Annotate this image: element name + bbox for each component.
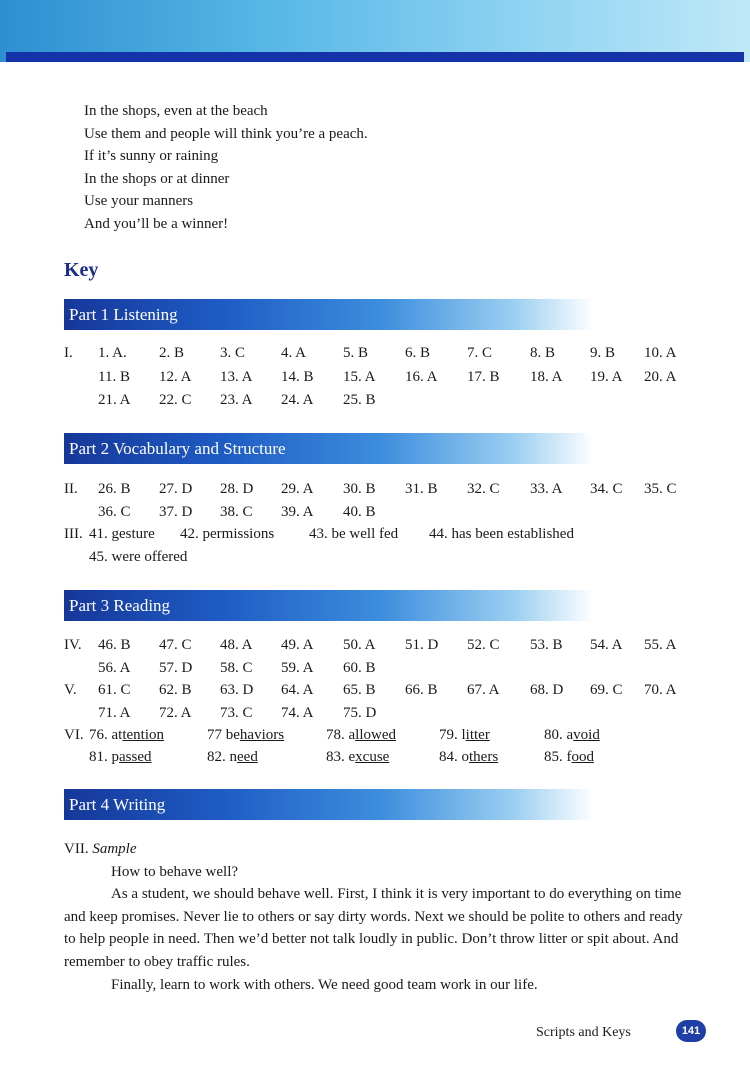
given-letters: be: [225, 727, 240, 743]
answer-item: [326, 727, 396, 744]
answer-item: 6. B: [405, 345, 431, 361]
given-letters: p: [111, 749, 119, 765]
answer-item: 22. C: [159, 392, 192, 408]
poem-line: If it’s sunny or raining: [84, 148, 219, 165]
answer-item: 66. B: [405, 682, 438, 698]
answer-item: 4. A: [281, 345, 307, 361]
roman-numeral: V.: [64, 682, 77, 698]
part-1-header: Part 1 Listening: [64, 299, 594, 330]
answer-number: 76.: [89, 727, 112, 743]
roman-numeral: I.: [64, 345, 73, 361]
answer-word: eed: [237, 749, 258, 765]
answer-item: 51. D: [405, 637, 439, 653]
essay-title: How to behave well?: [111, 863, 239, 880]
answer-row: [64, 637, 694, 660]
given-letters: a: [348, 727, 356, 743]
sample-label: Sample: [92, 841, 137, 857]
given-letters: e: [348, 749, 356, 765]
answer-number: 81.: [89, 749, 112, 765]
top-banner: [0, 0, 750, 62]
answer-item: 49. A: [281, 637, 314, 653]
footer-text: Scripts and Keys: [536, 1025, 631, 1040]
answer-item: 37. D: [159, 504, 193, 520]
answer-item: 3. C: [220, 345, 246, 361]
answer-item: 75. D: [343, 705, 377, 721]
answer-row: [64, 345, 694, 368]
answer-item: 18. A: [530, 369, 563, 385]
answer-row: [64, 504, 694, 527]
answer-item: 61. C: [98, 682, 131, 698]
answer-item: 35. C: [644, 481, 677, 497]
answer-item: [439, 749, 498, 766]
answer-item: 46. B: [98, 637, 131, 653]
answer-word: itter: [465, 727, 490, 743]
given-letters: o: [461, 749, 469, 765]
answer-item: 25. B: [343, 392, 376, 408]
answer-item: 26. B: [98, 481, 131, 497]
answer-item: 15. A: [343, 369, 376, 385]
answer-item: 52. C: [467, 637, 500, 653]
answer-item: 24. A: [281, 392, 314, 408]
given-letters: l: [461, 727, 466, 743]
answer-item: 5. B: [343, 345, 369, 361]
answer-item: 17. B: [467, 369, 500, 385]
answer-row: [64, 682, 694, 705]
answer-item: 34. C: [590, 481, 623, 497]
answer-item: [544, 749, 594, 766]
answer-item: 11. B: [98, 369, 130, 385]
answer-item: 23. A: [220, 392, 253, 408]
poem: [84, 100, 368, 236]
part-3-header: Part 3 Reading: [64, 590, 594, 621]
answer-item: 32. C: [467, 481, 500, 497]
essay-paragraph: Finally, learn to work with others. We need good team work in our life.: [111, 976, 538, 993]
answer-item: 9. B: [590, 345, 616, 361]
answer-item: 38. C: [220, 504, 253, 520]
poem-line: Use them and people will think you’re a peach.: [84, 125, 368, 142]
answer-row: [64, 705, 694, 728]
part-4-header: Part 4 Writing: [64, 789, 594, 820]
roman-numeral: IV.: [64, 637, 82, 653]
answer-item: 68. D: [530, 682, 564, 698]
answer-number: 77: [207, 727, 226, 743]
answer-word: tention: [122, 727, 164, 743]
banner-frame: [6, 4, 744, 62]
answer-item: 59. A: [281, 660, 314, 676]
answer-item: 50. A: [343, 637, 376, 653]
answer-row: [64, 392, 694, 415]
answer-item: [89, 749, 152, 766]
answer-item: [544, 727, 600, 744]
roman-numeral: VII.: [64, 841, 89, 857]
answer-number: 80.: [544, 727, 567, 743]
answer-item: 10. A: [644, 345, 677, 361]
part-2-header: Part 2 Vocabulary and Structure: [64, 433, 594, 464]
answer-item: 62. B: [159, 682, 192, 698]
answer-word: llowed: [355, 727, 396, 743]
answer-item: 67. A: [467, 682, 500, 698]
answer-item: 48. A: [220, 637, 253, 653]
answer-number: 78.: [326, 727, 349, 743]
answer-item: 40. B: [343, 504, 376, 520]
answer-item: 33. A: [530, 481, 563, 497]
answer-row: [64, 727, 694, 750]
answer-row: [64, 660, 694, 683]
answer-item: 72. A: [159, 705, 192, 721]
answer-word: haviors: [239, 727, 285, 743]
answer-item: 74. A: [281, 705, 314, 721]
answer-number: 82.: [207, 749, 230, 765]
answer-item: 12. A: [159, 369, 192, 385]
answer-word: thers: [469, 749, 499, 765]
answer-word: xcuse: [355, 749, 390, 765]
answer-item: 1. A.: [98, 345, 127, 361]
answer-item: 31. B: [405, 481, 438, 497]
answer-item: 2. B: [159, 345, 185, 361]
poem-line: Use your manners: [84, 193, 194, 210]
page-number: 141: [676, 1020, 706, 1042]
answer-item: 13. A: [220, 369, 253, 385]
answer-item: 53. B: [530, 637, 563, 653]
answer-item: 41. gesture: [89, 526, 155, 542]
answer-item: 45. were offered: [89, 549, 188, 565]
answer-number: 79.: [439, 727, 462, 743]
given-letters: a: [566, 727, 574, 743]
answer-item: 54. A: [590, 637, 623, 653]
roman-numeral: II.: [64, 481, 78, 497]
answer-item: 69. C: [590, 682, 623, 698]
answer-row: [64, 549, 694, 572]
answer-item: [326, 749, 389, 766]
answer-item: 19. A: [590, 369, 623, 385]
answer-item: 7. C: [467, 345, 493, 361]
answer-item: 29. A: [281, 481, 314, 497]
answer-item: 8. B: [530, 345, 556, 361]
answer-item: [207, 749, 258, 766]
answer-number: 85.: [544, 749, 567, 765]
answer-number: 83.: [326, 749, 349, 765]
writing-sample: [64, 838, 688, 996]
essay-paragraph: As a student, we should behave well. First, I think it is very important to do everything on time and keep promises. Never lie to others or say dirty words. Next we should be polite to others and ready to help people in need. Then we’d better not talk loudly in public. Don’t throw litter or spit about. And remember to obey traffic rules.: [64, 886, 683, 970]
answer-item: 43. be well fed: [309, 526, 399, 542]
answer-number: 84.: [439, 749, 462, 765]
answer-item: 58. C: [220, 660, 253, 676]
answer-item: 39. A: [281, 504, 314, 520]
answer-item: 44. has been established: [429, 526, 574, 542]
answer-item: 60. B: [343, 660, 376, 676]
answer-item: 42. permissions: [180, 526, 275, 542]
poem-line: In the shops, even at the beach: [84, 103, 268, 119]
answer-item: 73. C: [220, 705, 253, 721]
given-letters: f: [566, 749, 572, 765]
answer-item: 56. A: [98, 660, 131, 676]
answer-item: 28. D: [220, 481, 254, 497]
roman-numeral: III.: [64, 526, 83, 542]
answer-item: 64. A: [281, 682, 314, 698]
answer-word: ood: [571, 749, 594, 765]
answer-word: assed: [119, 749, 152, 765]
roman-numeral: VI.: [64, 727, 84, 743]
poem-line: In the shops or at dinner: [84, 170, 230, 187]
answer-item: 63. D: [220, 682, 254, 698]
answer-item: 14. B: [281, 369, 314, 385]
answer-word: void: [573, 727, 600, 743]
answer-item: 55. A: [644, 637, 677, 653]
answer-item: [89, 727, 164, 744]
answer-item: 70. A: [644, 682, 677, 698]
poem-line: And you’ll be a winner!: [84, 215, 229, 232]
given-letters: n: [229, 749, 237, 765]
answer-row: [64, 749, 694, 772]
answer-item: 20. A: [644, 369, 677, 385]
answer-row: [64, 481, 694, 504]
answer-item: 30. B: [343, 481, 376, 497]
answer-item: 27. D: [159, 481, 193, 497]
answer-item: 65. B: [343, 682, 376, 698]
sample-label-line: [64, 838, 688, 861]
given-letters: at: [111, 727, 123, 743]
answer-row: [64, 526, 694, 549]
answer-item: 21. A: [98, 392, 131, 408]
answer-row: [64, 369, 694, 392]
key-heading: Key: [64, 259, 99, 281]
answer-item: 57. D: [159, 660, 193, 676]
answer-item: 16. A: [405, 369, 438, 385]
answer-item: 71. A: [98, 705, 131, 721]
answer-item: 36. C: [98, 504, 131, 520]
answer-item: 47. C: [159, 637, 192, 653]
answer-item: [439, 727, 490, 744]
answer-item: [207, 727, 284, 744]
